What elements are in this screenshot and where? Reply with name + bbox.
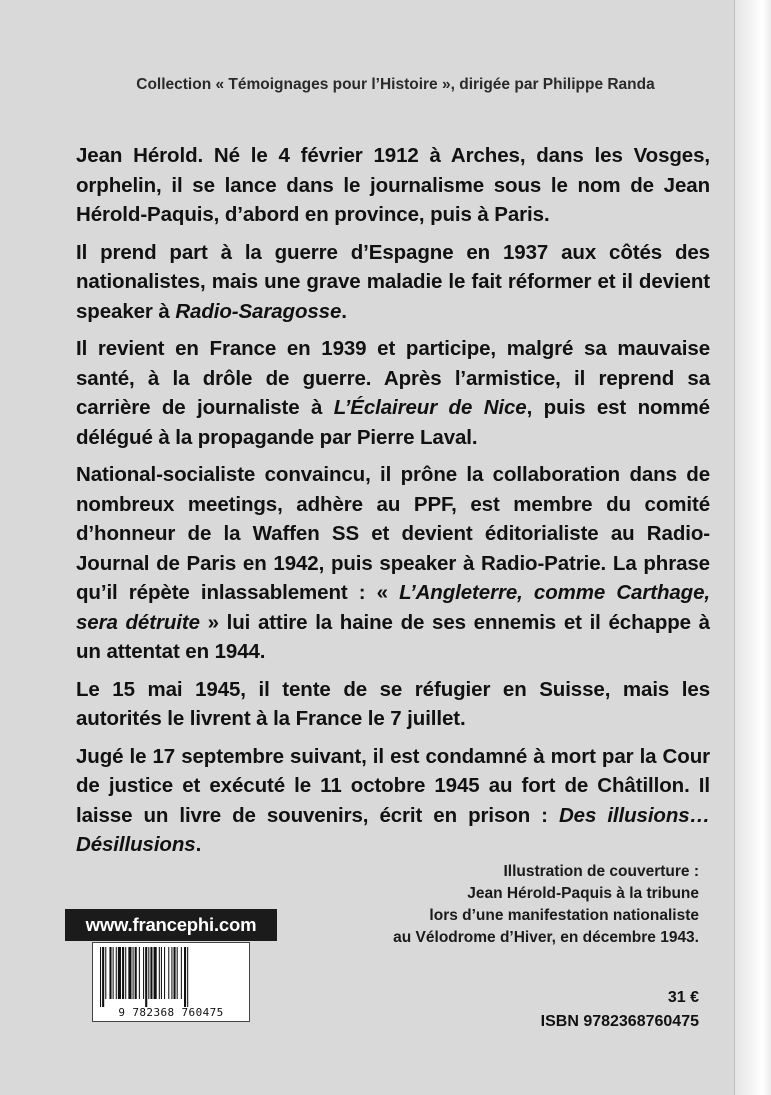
text-segment: Le 15 mai 1945, il tente de se réfugier en Suisse, mais les autorités le livrent à la France le 7 juillet. bbox=[76, 677, 710, 730]
isbn-barcode bbox=[92, 942, 250, 1022]
barcode-bar bbox=[125, 947, 126, 999]
barcode-bar bbox=[148, 947, 149, 999]
barcode-bar bbox=[116, 947, 117, 999]
paragraph-switzerland bbox=[76, 675, 710, 734]
barcode-bar bbox=[171, 947, 172, 999]
illustration-credit bbox=[299, 861, 699, 949]
barcode-bar bbox=[177, 947, 178, 999]
illustration-line: Illustration de couverture : bbox=[503, 863, 699, 880]
text-segment: . bbox=[341, 299, 347, 323]
barcode-bar bbox=[143, 947, 144, 999]
paragraph-birth bbox=[76, 141, 710, 230]
barcode-bar bbox=[168, 947, 169, 999]
price-label: 31 € bbox=[667, 989, 699, 1006]
illustration-line: au Vélodrome d’Hiver, en décembre 1943. bbox=[393, 929, 699, 946]
illustration-line: lors d’une manifestation nationaliste bbox=[429, 907, 699, 924]
price-block bbox=[541, 986, 699, 1034]
text-segment: , puis est nommé délégué à la propagande par Pierre Laval. bbox=[76, 396, 710, 449]
illustration-line: Jean Hérold-Paquis à la tribune bbox=[467, 885, 699, 902]
barcode-bar bbox=[164, 947, 165, 999]
barcode-bar bbox=[122, 947, 124, 999]
website-label: www.francephi.com bbox=[65, 909, 277, 941]
barcode-bar bbox=[181, 947, 182, 999]
text-segment: Il prend part à la guerre d’Espagne en 1937 aux côtés des nationalistes, mais une grave maladie le fait réformer et il devient speaker à bbox=[76, 240, 710, 323]
barcode-bars bbox=[93, 943, 249, 1007]
barcode-bar bbox=[161, 947, 162, 999]
paragraph-france-1939 bbox=[76, 334, 710, 452]
paragraph-trial bbox=[76, 742, 710, 860]
text-segment: National-socialiste convaincu, il prône la collaboration dans de nombreux meetings, adhère au PPF, est membre du comité d’honneur de la Waffen SS et devient éditorialiste au Radio-Journal de Paris en 1942, puis speaker à Radio-Patrie. La phrase qu’il répète inlassablement : « bbox=[76, 463, 710, 604]
barcode-bar bbox=[113, 947, 114, 999]
paragraph-spain bbox=[76, 238, 710, 327]
barcode-bar bbox=[135, 947, 137, 999]
barcode-bar bbox=[174, 947, 176, 999]
book-spine-edge bbox=[734, 0, 771, 1095]
barcode-bar bbox=[109, 947, 111, 999]
barcode-bar bbox=[133, 947, 134, 999]
collection-line: Collection « Témoignages pour l’Histoire », dirigée par Philippe Randa bbox=[136, 76, 655, 93]
text-segment: Jugé le 17 septembre suivant, il est condamné à mort par la Cour de justice et exécuté le 11 octobre 1945 au fort de Châtillon. Il laisse un livre de souvenirs, écrit en prison : bbox=[76, 744, 710, 827]
biography-text bbox=[76, 141, 710, 868]
italic-title: L’Éclaireur de Nice bbox=[333, 396, 527, 419]
barcode-bar bbox=[139, 947, 140, 999]
barcode-bar bbox=[145, 947, 147, 1007]
barcode-bar bbox=[159, 947, 160, 999]
isbn-label: ISBN 9782368760475 bbox=[540, 1013, 699, 1030]
barcode-bar bbox=[184, 947, 186, 1007]
barcode-bar bbox=[118, 947, 121, 999]
barcode-digits: 9 782368 760475 bbox=[118, 1006, 224, 1019]
barcode-bar bbox=[150, 947, 152, 999]
barcode-bar bbox=[187, 947, 188, 1007]
paragraph-collaboration bbox=[76, 460, 710, 667]
text-segment: Il revient en France en 1939 et participe, malgré sa mauvaise santé, à la drôle de guerre. Après l’armistice, il reprend sa carrière de journaliste à bbox=[76, 337, 710, 419]
barcode-bar bbox=[128, 947, 131, 999]
barcode-bar bbox=[154, 947, 157, 999]
italic-title: Radio-Saragosse bbox=[175, 299, 342, 323]
barcode-bar bbox=[105, 947, 106, 999]
barcode-bar bbox=[100, 947, 101, 1007]
text-segment: . bbox=[195, 833, 202, 856]
text-segment: Jean Hérold. Né le 4 février 1912 à Arches, dans les Vosges, orphelin, il se lance dans le journalisme sous le nom de Jean Hérold-Paquis, d’abord en province, puis à Paris. bbox=[76, 144, 710, 226]
italic-title: L’Angleterre, comme Carthage, sera détruite bbox=[76, 581, 710, 634]
italic-title: Des illusions… Désillusions bbox=[76, 803, 710, 856]
text-segment: » lui attire la haine de ses ennemis et il échappe à un attentat en 1944. bbox=[76, 610, 710, 663]
barcode-bar bbox=[102, 947, 104, 1007]
